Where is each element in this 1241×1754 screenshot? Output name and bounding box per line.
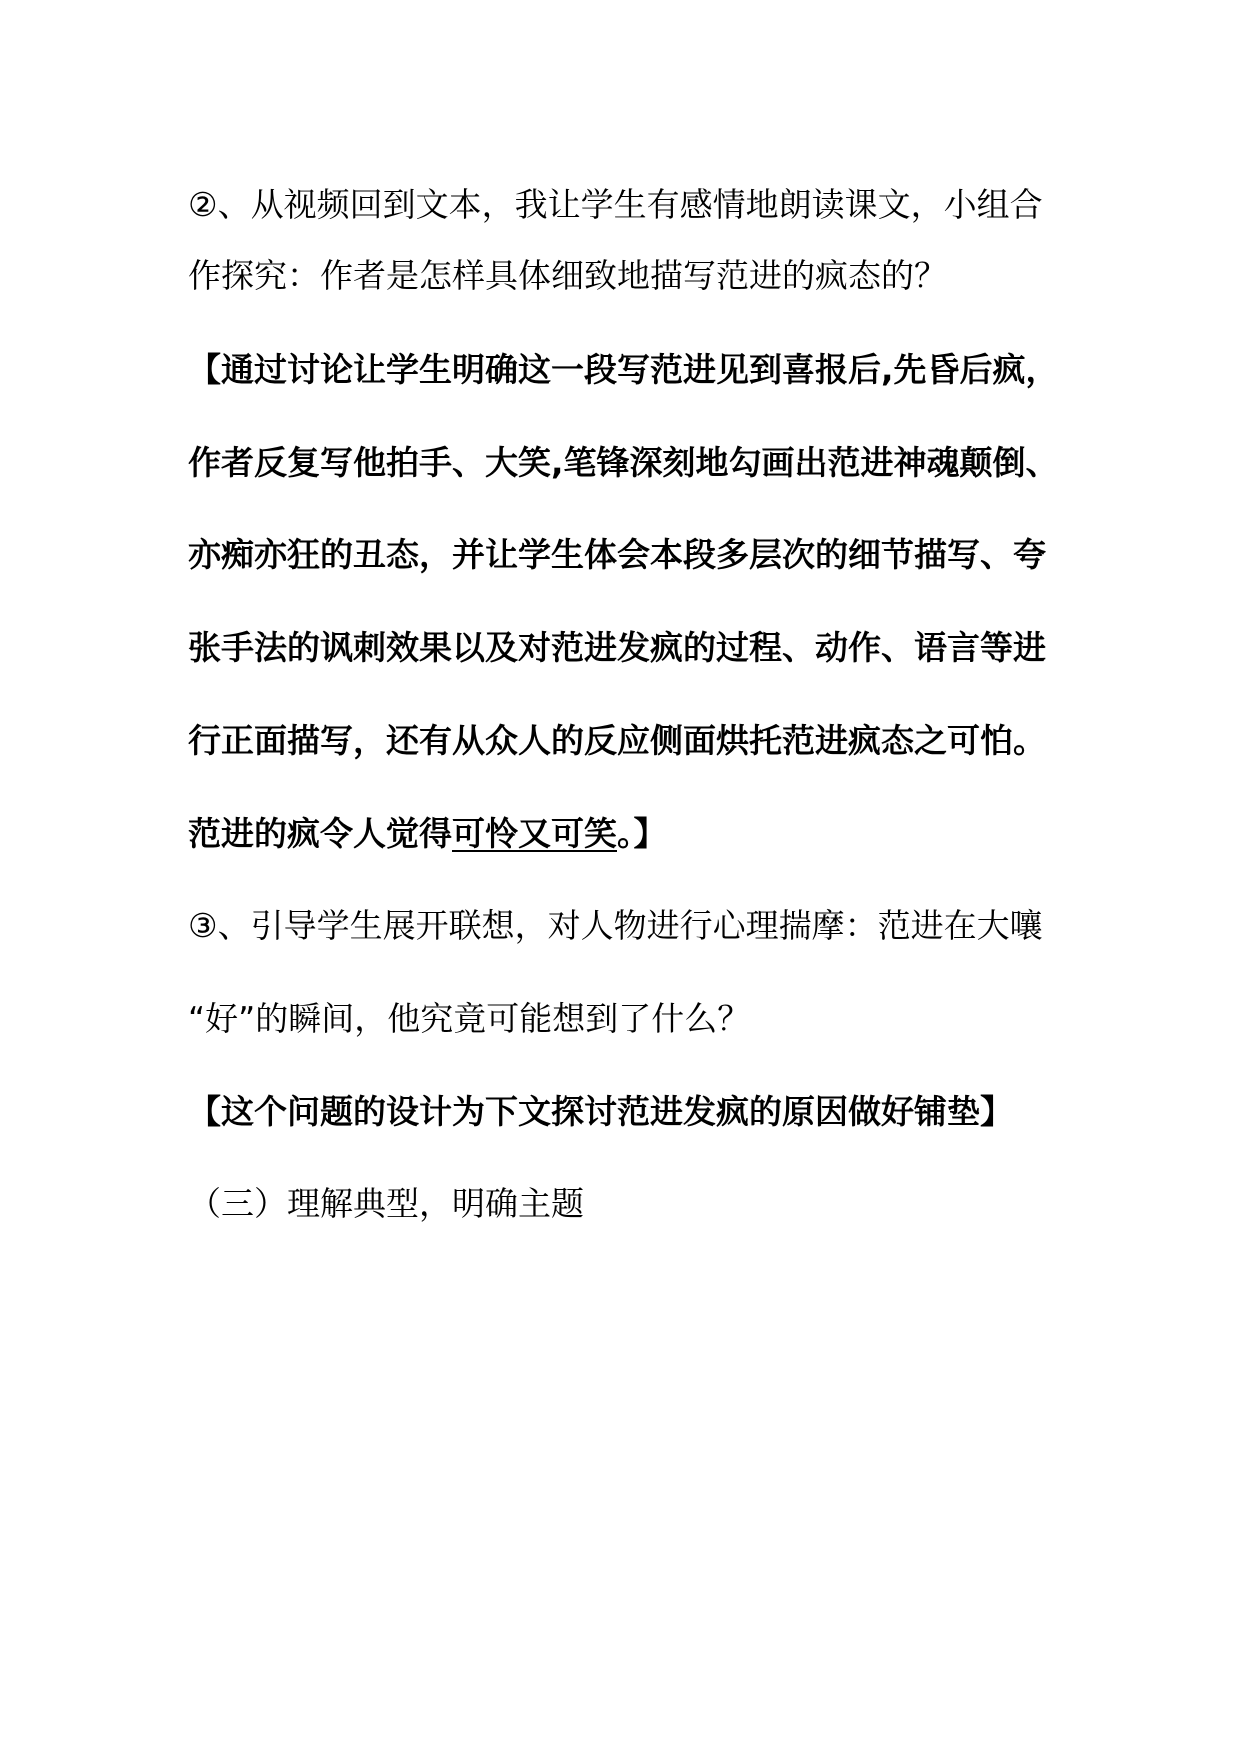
note-1-line-2: 作者反复写他拍手、大笑,笔锋深刻地勾画出范进神魂颠倒、	[188, 443, 1059, 482]
section-3-heading: （三）理解典型，明确主题	[188, 1184, 584, 1223]
paragraph-3-line-2: “好”的瞬间，他究竟可能想到了什么？	[188, 999, 751, 1038]
paragraph-2-line-2: 作探究：作者是怎样具体细致地描写范进的疯态的？	[188, 256, 947, 295]
paragraph-2-line-1: ②、从视频回到文本，我让学生有感情地朗读课文，小组合	[188, 185, 1043, 224]
note-1-line-6-text: 范进的疯令人觉得	[188, 814, 452, 853]
note-2-line-1: 【这个问题的设计为下文探讨范进发疯的原因做好铺垫】	[188, 1092, 1013, 1131]
note-1-line-1: 【通过讨论让学生明确这一段写范进见到喜报后,先昏后疯，	[188, 350, 1059, 389]
note-1-line-3: 亦痴亦狂的丑态，并让学生体会本段多层次的细节描写、夸	[188, 535, 1046, 574]
underlined-phrase: 可怜又可笑	[452, 814, 617, 853]
note-1-line-5: 行正面描写，还有从众人的反应侧面烘托范进疯态之可怕。	[188, 721, 1046, 760]
note-1-line-4: 张手法的讽刺效果以及对范进发疯的过程、动作、语言等进	[188, 628, 1046, 667]
paragraph-3-line-1: ③、引导学生展开联想，对人物进行心理揣摩：范进在大嚷	[188, 906, 1043, 945]
note-1-line-6-close: 。】	[617, 814, 667, 853]
note-1-line-6	[188, 811, 1068, 857]
